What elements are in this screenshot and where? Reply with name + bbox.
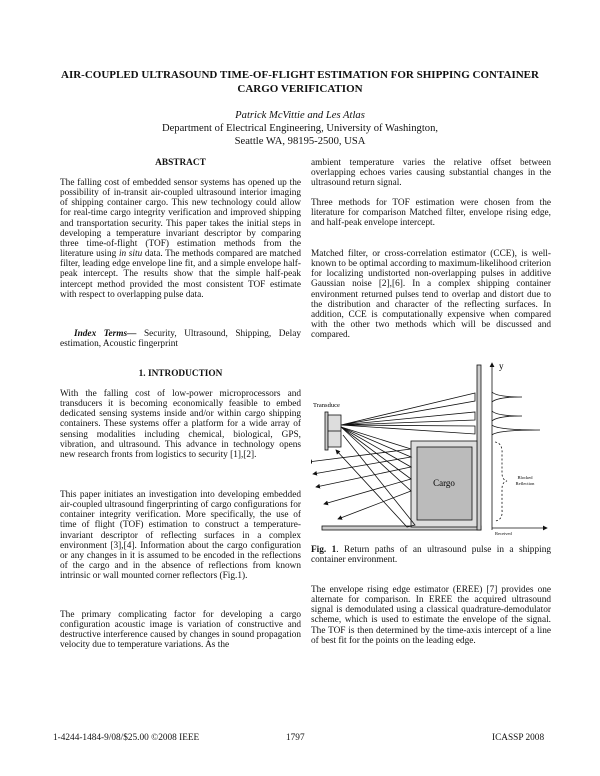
intro-paragraph-2: This paper initiates an investigation into developing embedded air-coupled ultrasound fingerprinting of cargo configurations for container integrity verification. More specifically, the use of time of flight (TOF) estimation to construct a temperature-invariant descriptor of reflecting surfaces in a complex environment [3],[4]. Information about the cargo configuration or any changes in it is assumed to be encoded in the reflections of the cargo and in the absence of reflections from known intrinsic or wall mounted corner reflectors (Fig.1). [60, 490, 301, 582]
affiliation-line-2: Seattle WA, 98195-2500, USA [234, 136, 366, 147]
paper-title: AIR-COUPLED ULTRASOUND TIME-OF-FLIGHT ESTIMATION FOR SHIPPING CONTAINER CARGO VERIFICATION [61, 69, 539, 95]
caption-label: Fig. 1 [311, 545, 337, 555]
cargo-label: Cargo [433, 478, 455, 488]
right-paragraph-1: ambient temperature varies the relative offset between overlapping echoes varies causing substantial changes in the ultrasound return signal. [311, 158, 551, 189]
right-paragraph-3: Matched filter, or cross-correlation estimator (CCE), is well-known to be optimal according to maximum-likelihood criterion for localizing undistorted non-overlapping pulses in additive Gaussian noise [2],[6]. In a complex shipping container environment returned pulses tend to overlap and distort due to the distribution and character of the reflecting surfaces. In addition, CCE is computationally expensive when compared with the other two methods which will be discussed and compared. [311, 249, 551, 341]
y-axis-label: y [499, 361, 504, 371]
footer-conference: ICASSP 2008 [492, 733, 545, 743]
blocked-brace [495, 442, 507, 521]
intro-paragraph-1: With the falling cost of low-power microprocessors and transducers it is becoming economically feasible to embed dedicated sensing systems inside and/or within cargo shipping containers. These systems offer a platform for a wide array of sensing modalities including chemical, biological, GPS, vibration, and ultrasound. This advance in technology opens new research fronts from logistics to security [1],[2]. [60, 389, 301, 460]
abstract-italic: in situ [118, 249, 143, 260]
abstract-text [60, 178, 301, 300]
abstract-end: data. The methods compared are matched filter, leading edge envelope line fit, and a simple envelope half-peak intercept. The results show that the simple half-peak intercept method provided the most consistent TOF estimate with respect to overlapping pulse data. [60, 249, 301, 300]
container-wall [477, 365, 481, 530]
right-paragraph-2: Three methods for TOF estimation were chosen from the literature for comparison Matched filter, envelope rising edge, and half-peak envelope intercept. [311, 198, 551, 229]
intro-heading: 1. INTRODUCTION [138, 369, 223, 379]
intro-paragraph-3: The primary complicating factor for developing a cargo configuration acoustic image is variation of constructive and destructive interference caused by changes in sound propagation velocity due to temperature variations. As the [60, 610, 301, 651]
received-label: Received [495, 531, 512, 536]
abstract-heading: ABSTRACT [155, 158, 206, 168]
right-paragraph-4: The envelope rising edge estimator (EREE) [7] provides one alternate for comparison. In EREE the acquired ultrasound signal is demodulated using a classical quadrature-demodulator scheme, which is used to estimate the envelope of the signal. The TOF is then determined by the time-axis intercept of a line of best fit for the points on the leading edge. [311, 585, 551, 646]
abstract-body: The falling cost of embedded sensor systems has opened up the possibility of in-transit air-coupled ultrasound interior imaging of shipping container cargo. This new technology could allow for real-time cargo integrity verification and improved shipping and transportation security. This paper takes the initial steps in developing a temperature invariant descriptor by comparing three time-of-flight (TOF) estimation methods from the literature using [60, 178, 301, 260]
index-terms-label: Index Terms— [74, 329, 137, 339]
index-terms [60, 329, 301, 349]
figure-1-diagram [311, 355, 561, 540]
transducer-plate [325, 412, 328, 450]
blocked-label-2: Reflection [515, 481, 535, 486]
blocked-label-1: Blocked [517, 475, 533, 480]
author-block [60, 109, 540, 148]
caption-text: . Return paths of an ultrasound pulse in a shipping container environment. [311, 545, 551, 566]
footer-copyright: 1-4244-1484-9/08/$25.00 ©2008 IEEE [53, 733, 200, 743]
figure-caption [311, 545, 551, 565]
page-number: 1797 [286, 733, 305, 743]
affiliation-line-1: Department of Electrical Engineering, University of Washington, [161, 123, 439, 134]
index-terms-text: Security, Ultrasound, Shipping, Delay estimation, Acoustic fingerprint [60, 329, 301, 350]
authors: Patrick McVittie and Les Atlas [235, 110, 365, 121]
transducer-label: Transduce [313, 402, 340, 409]
